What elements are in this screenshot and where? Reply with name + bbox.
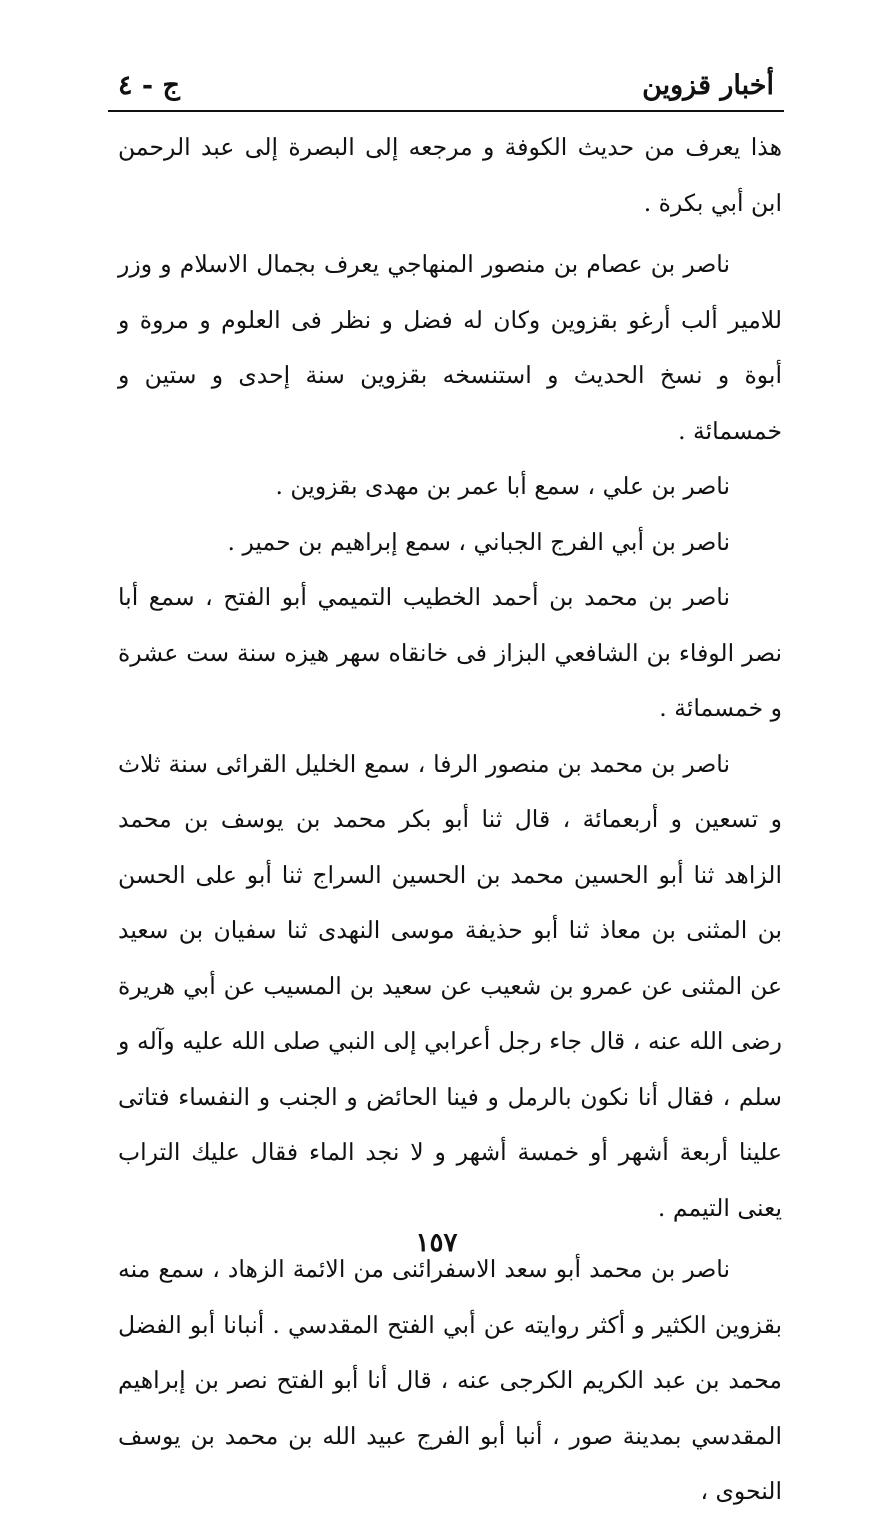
running-header bbox=[108, 62, 784, 112]
paragraph-7: ناصر بن محمد أبو سعد الاسفرائنى من الائمة الزهاد ، سمع منه بقزوين الكثير و أكثر روايته عن أبي الفتح المقدسي . أنبانا أبو الفضل محمد بن عبد الكريم الكرجى عنه ، قال أنا أبو الفتح نصر بن إبراهيم المقدسي بمدينة صور ، أنبا أبو الفرج عبيد الله بن محمد بن يوسف النحوى ، bbox=[118, 1255, 782, 1505]
paragraph-2: ناصر بن عصام بن منصور المنهاجي يعرف بجمال الاسلام و وزر للامير ألب أرغو بقزوين وكان له فضل و نظر فى العلوم و مروة و أبوة و نسخ الحديث و استنسخه بقزوين سنة إحدى و ستين و خمسمائة . bbox=[118, 250, 782, 445]
paragraph-6: ناصر بن محمد بن منصور الرفا ، سمع الخليل القرائى سنة ثلاث و تسعين و أربعمائة ، قال ثنا أبو بكر محمد بن يوسف بن محمد الزاهد ثنا أبو الحسين محمد بن الحسين السراج ثنا أبو على الحسن بن المثنى بن معاذ ثنا أبو حذيفة موسى النهدى ثنا سفيان بن سعيد عن المثنى عن عمرو بن شعيب عن سعيد بن المسيب عن أبي هريرة رضى الله عنه ، قال جاء رجل أعرابي إلى النبي صلى الله عليه وآله و سلم ، فقال أنا نكون بالرمل و فينا الحائض و الجنب و النفساء فتاتى علينا أربعة أشهر أو خمسة أشهر و لا نجد الماء فقال عليك التراب يعنى التيمم . bbox=[118, 749, 782, 1222]
paragraph-1: هذا يعرف من حديث الكوفة و مرجعه إلى البصرة إلى عبد الرحمن ابن أبي بكرة . bbox=[118, 133, 782, 217]
book-title: أخبار قزوين bbox=[642, 70, 774, 101]
paragraph-3: ناصر بن علي ، سمع أبا عمر بن مهدى بقزوين . bbox=[275, 472, 730, 500]
volume-number: ج - ٤ bbox=[118, 70, 180, 101]
body-text bbox=[118, 120, 782, 1520]
paragraph-4: ناصر بن أبي الفرج الجباني ، سمع إبراهيم بن حمير . bbox=[227, 527, 730, 556]
page-number: ١٥٧ bbox=[415, 1228, 458, 1258]
paragraph-5: ناصر بن محمد بن أحمد الخطيب التميمي أبو الفتح ، سمع أبا نصر الوفاء بن الشافعي البزاز فى خانقاه سهر هيزه سنة ست عشرة و خمسمائة . bbox=[118, 583, 782, 722]
